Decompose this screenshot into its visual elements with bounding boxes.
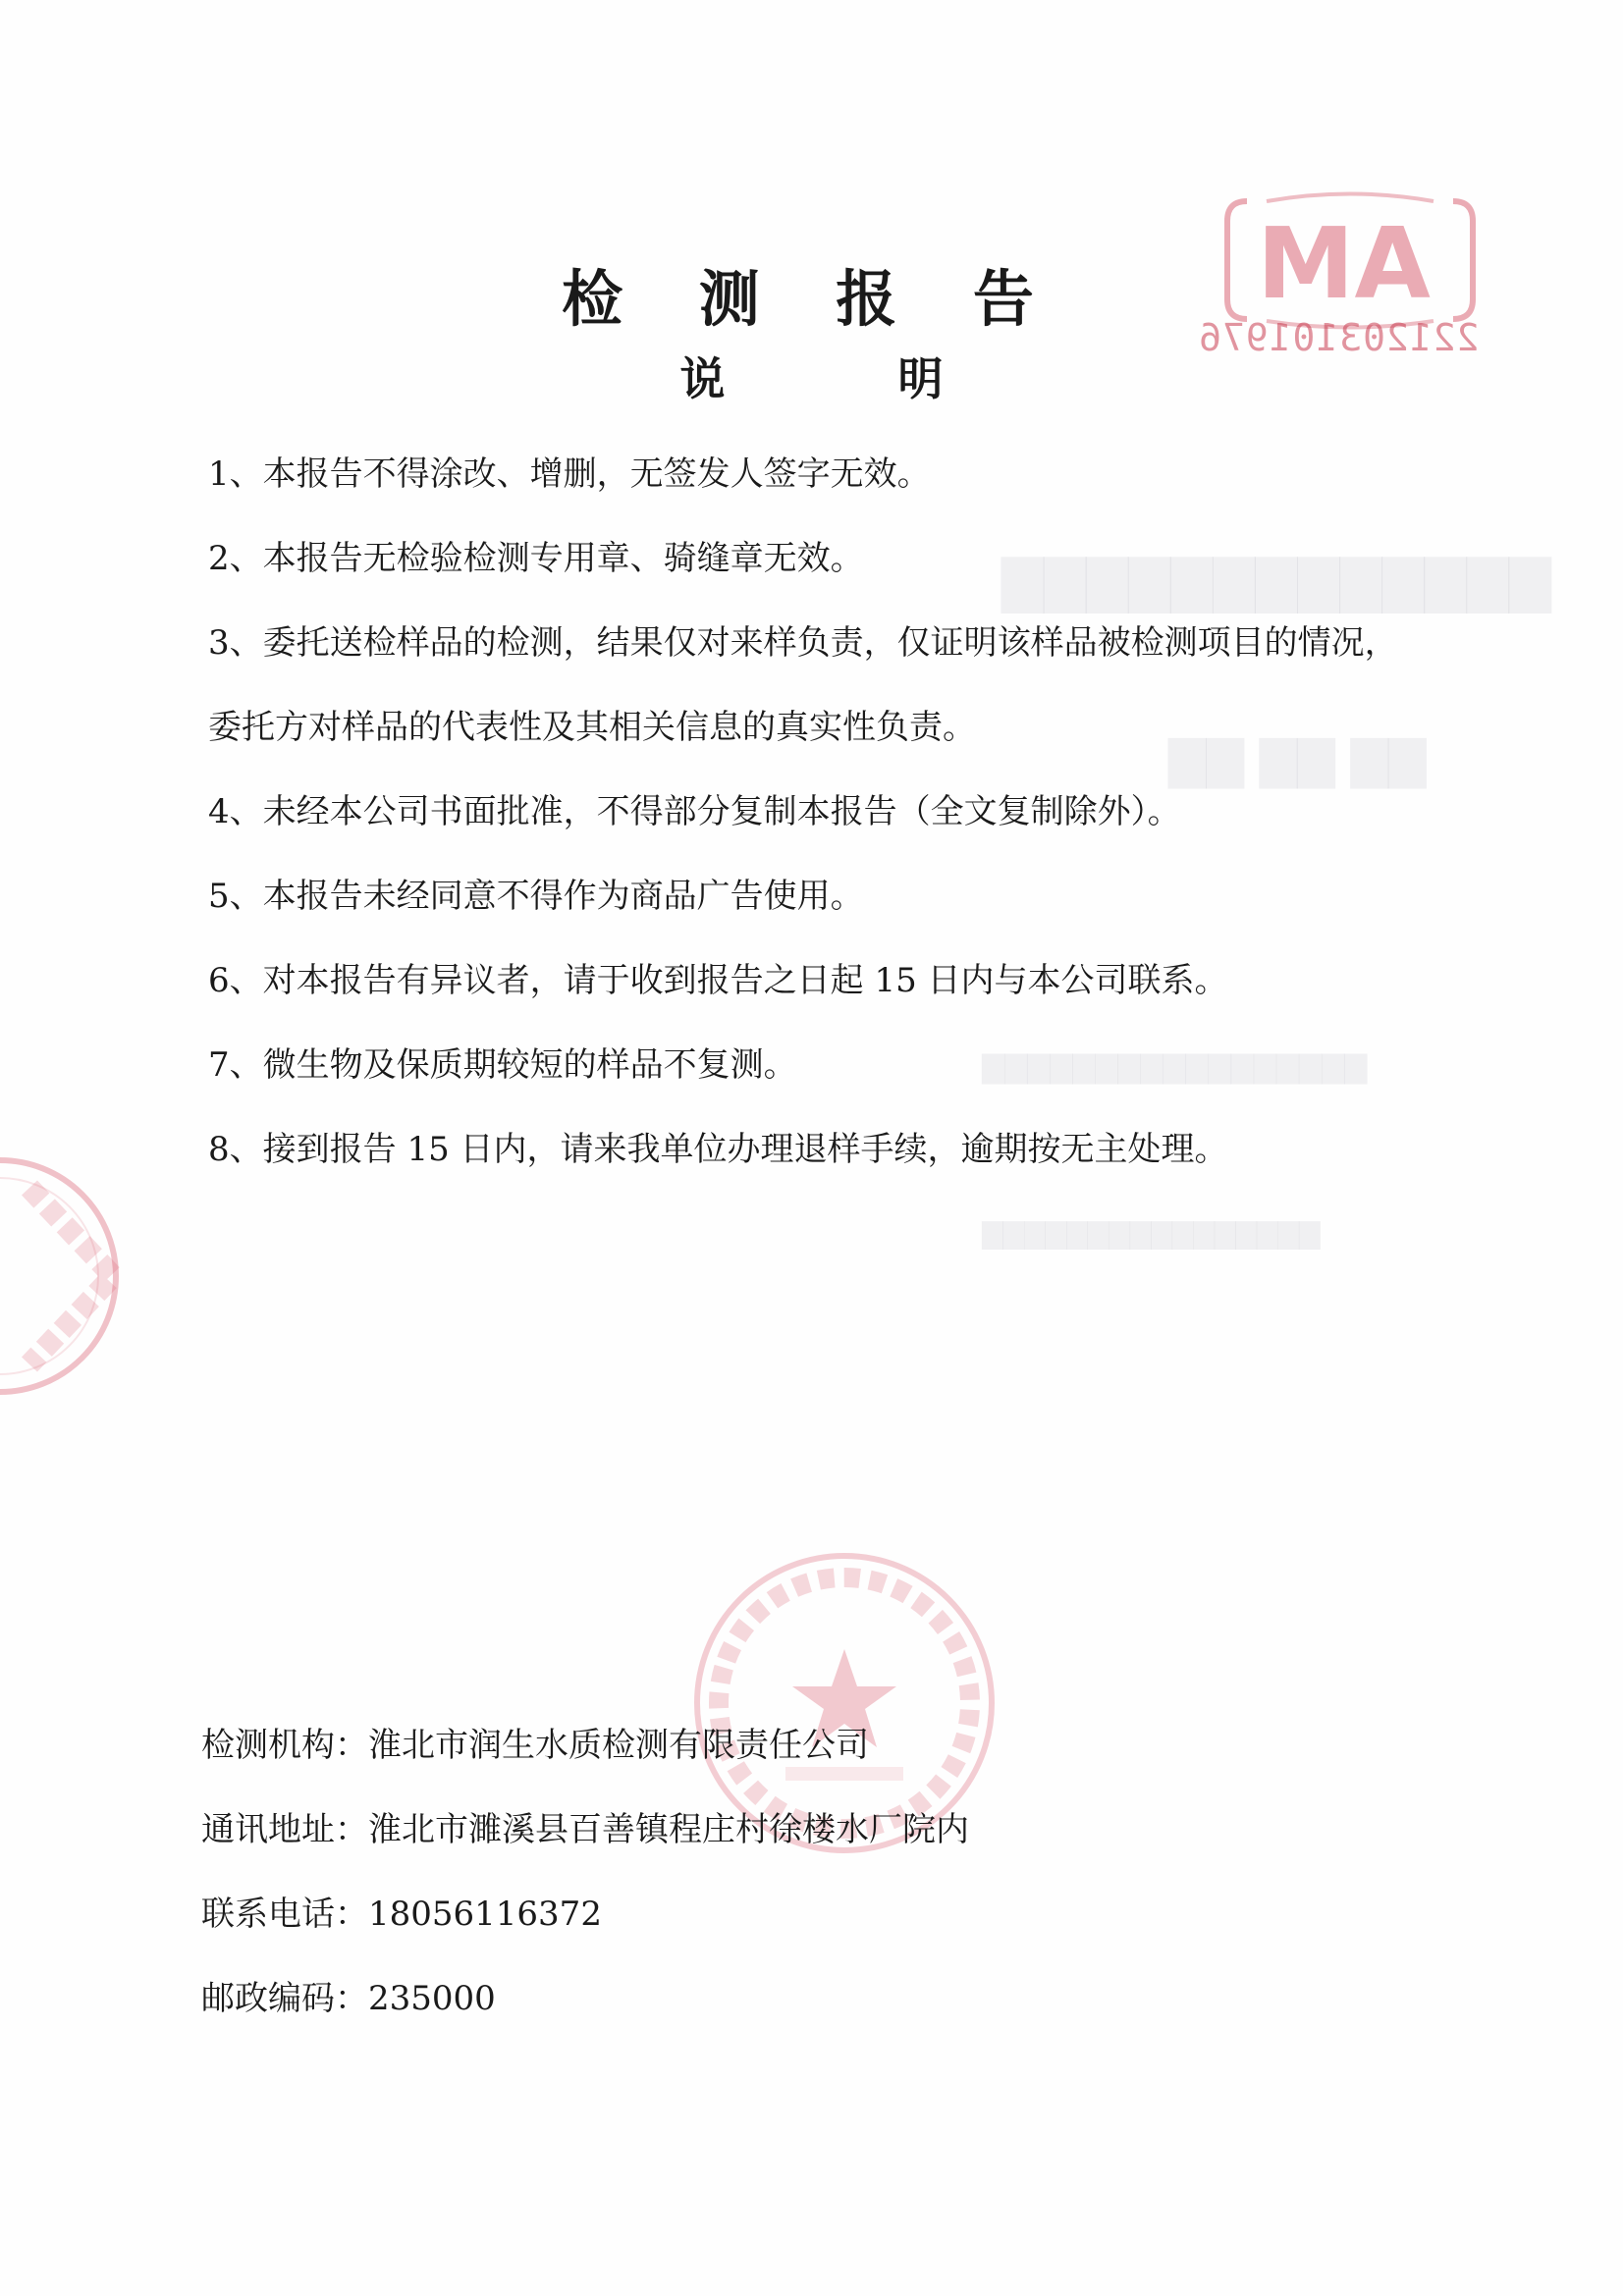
mailing-address: 通讯地址：淮北市濉溪县百善镇程庄村徐楼水厂院内 — [201, 1810, 969, 1849]
page-title: 检 测 报 告 — [562, 263, 1061, 335]
note-item: 2、本报告无检验检测专用章、骑缝章无效。 — [208, 539, 864, 578]
note-item-continuation: 委托方对样品的代表性及其相关信息的真实性负责。 — [208, 708, 976, 747]
note-item: 7、微生物及保质期较短的样品不复测。 — [208, 1045, 797, 1085]
contact-info — [201, 1703, 969, 2041]
notes-list — [208, 432, 1514, 1192]
cma-stamp-letters: MA — [1257, 206, 1431, 321]
note-item: 1、本报告不得涂改、增删，无签发人签字无效。 — [208, 454, 931, 494]
note-item: 6、对本报告有异议者，请于收到报告之日起 15 日内与本公司联系。 — [208, 961, 1228, 1000]
bleed-through-title: ▇▇▇▇▇▇▇▇▇▇▇▇▇ — [1001, 550, 1551, 614]
note-item: 5、本报告未经同意不得作为商品广告使用。 — [208, 877, 864, 916]
testing-org: 检测机构：淮北市润生水质检测有限责任公司 — [201, 1726, 869, 1765]
company-seal-left — [0, 1129, 137, 1423]
bleed-through-date: ▇▇▇▇▇▇▇▇▇▇▇▇▇▇▇▇ — [982, 1217, 1321, 1250]
note-item: 3、委托送检样品的检测，结果仅对来样负责，仅证明该样品被检测项目的情况， — [208, 623, 1398, 663]
postal-code: 邮政编码：235000 — [201, 1979, 496, 2018]
cma-stamp-number: 221203101976 — [1198, 316, 1480, 359]
page-subtitle: 说 明 — [679, 352, 1022, 405]
note-item: 8、接到报告 15 日内，请来我单位办理退样手续，逾期按无主处理。 — [208, 1130, 1228, 1169]
bleed-through-heading: ▇▇ ▇▇ ▇▇ — [1168, 731, 1427, 788]
note-item: 4、未经本公司书面批准，不得部分复制本报告（全文复制除外）。 — [208, 792, 1181, 831]
phone-number: 联系电话：18056116372 — [201, 1895, 602, 1934]
bleed-through-field: ▇▇▇▇▇▇▇▇▇▇▇▇▇▇▇▇▇ — [982, 1050, 1368, 1085]
